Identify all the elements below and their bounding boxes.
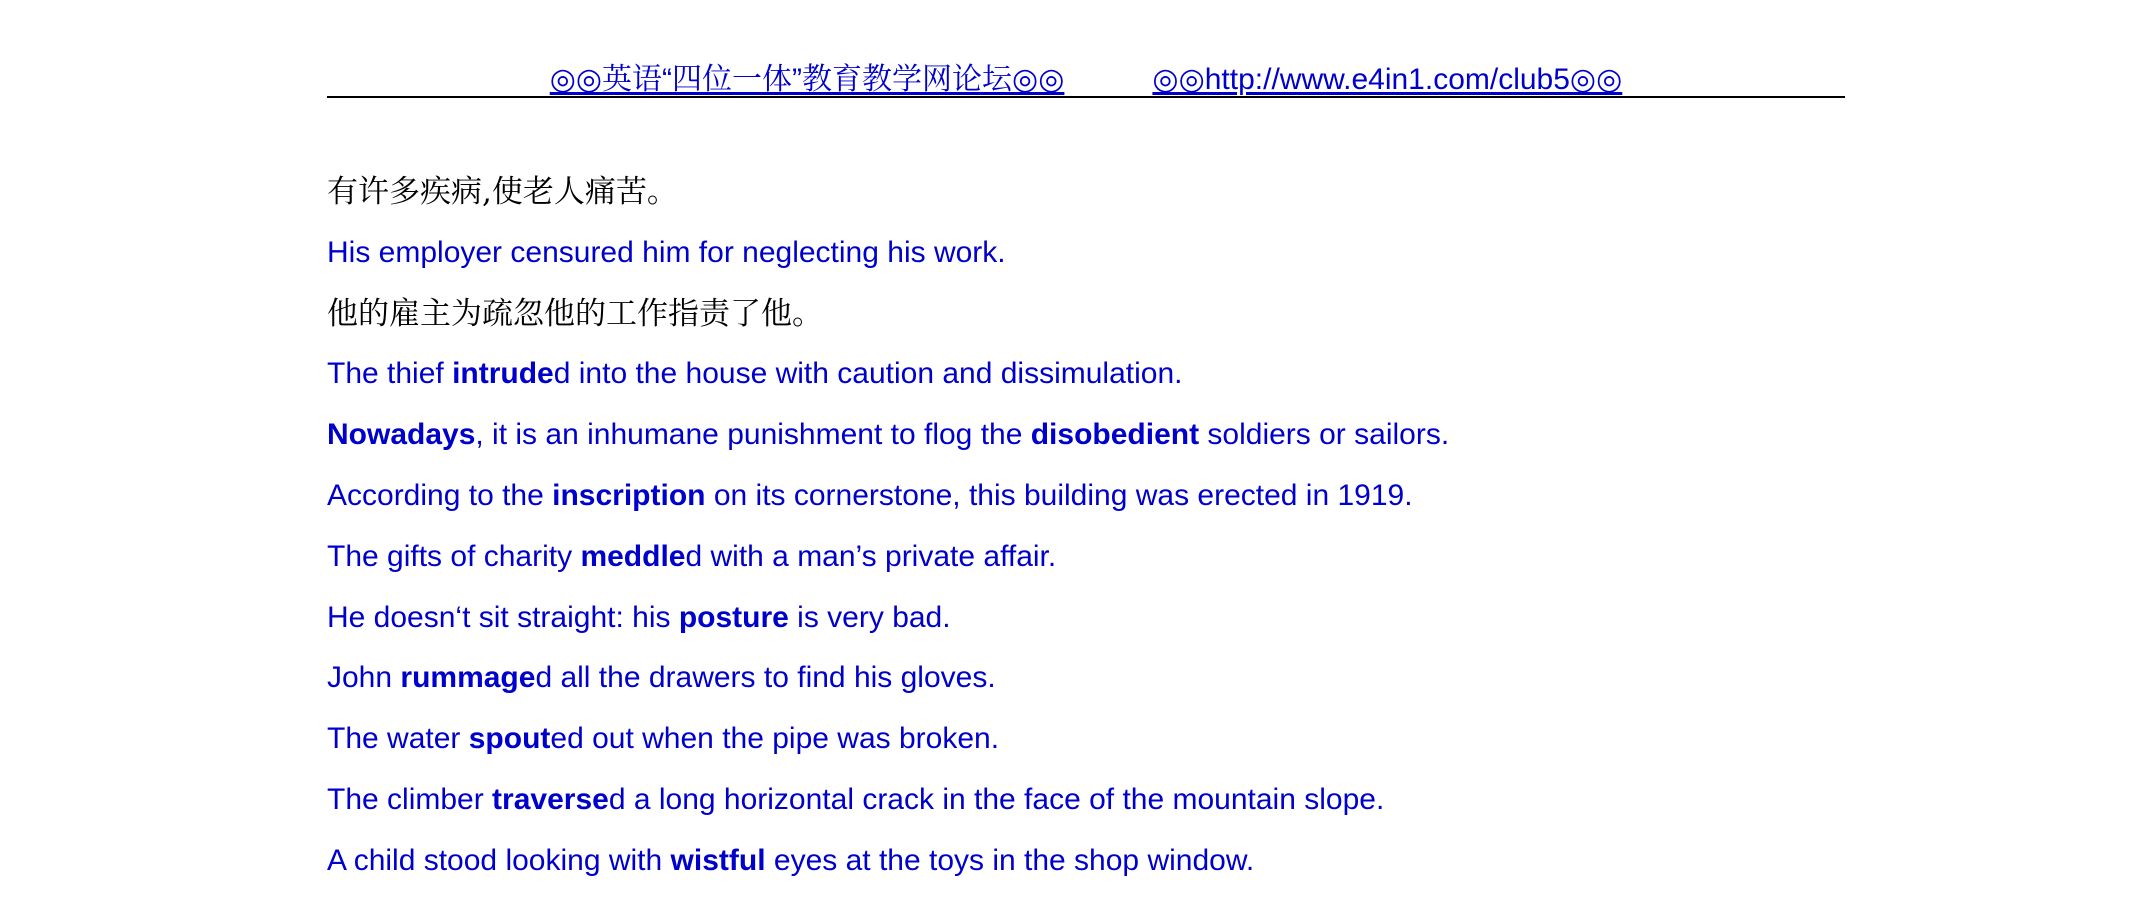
vocabulary-word: inscription — [552, 478, 706, 512]
vocabulary-word: spout — [468, 722, 551, 756]
chinese-sentence — [327, 292, 2107, 353]
sentence-text: According to the — [327, 478, 553, 512]
sentence-text: on its cornerstone, this building was erected in 1919. — [705, 478, 1413, 512]
sentence-text: A child stood looking with — [327, 843, 671, 877]
example-sentence — [327, 535, 2107, 596]
forum-url-link[interactable]: ◎◎http://www.e4in1.com/club5◎◎ — [1152, 63, 1623, 96]
forum-title-link[interactable]: ◎◎英语“四位一体”教育教学网论坛◎◎ — [549, 63, 1065, 96]
sentence-text: ed out when the pipe was broken. — [550, 722, 1000, 756]
example-sentence — [327, 231, 2107, 292]
vocabulary-word: wistful — [670, 843, 766, 877]
sentence-text: 他的雇主为疏忽他的工作指责了他。 — [327, 295, 823, 332]
example-sentence — [327, 656, 2107, 717]
sentence-text: The thief — [327, 357, 453, 391]
sentence-text: d a long horizontal crack in the face of the mountain slope. — [608, 782, 1385, 816]
sentence-text: eyes at the toys in the shop window. — [765, 843, 1255, 877]
example-sentence — [327, 778, 2107, 839]
example-sentence — [327, 717, 2107, 778]
sentence-text: The water — [327, 722, 469, 756]
chinese-sentence — [327, 170, 2107, 231]
sentence-text: 有许多疾病,使老人痛苦。 — [327, 174, 678, 210]
example-sentence — [327, 839, 2107, 900]
vocabulary-word: Nowadays — [327, 418, 476, 452]
sentence-text: d with a man’s private affair. — [685, 539, 1057, 573]
sentence-text: soldiers or sailors. — [1199, 418, 1450, 452]
example-sentence — [327, 352, 2107, 413]
sentence-text: His employer censured him for neglecting his work. — [327, 235, 1006, 269]
sentence-text: is very bad. — [788, 600, 951, 634]
vocabulary-word: traverse — [492, 782, 609, 816]
example-sentence — [327, 474, 2107, 535]
sentence-text: d into the house with caution and dissimulation. — [553, 357, 1183, 391]
vocabulary-word: meddle — [580, 539, 686, 573]
header-text — [327, 54, 1845, 98]
sentence-text: d all the drawers to find his gloves. — [535, 661, 996, 695]
sentence-text: The climber — [327, 782, 493, 816]
sentence-text: He doesn‘t sit straight: his — [327, 600, 679, 634]
sentence-text: John — [327, 661, 401, 695]
sentence-text: , it is an inhumane punishment to flog the — [475, 418, 1031, 452]
example-sentence — [327, 596, 2107, 657]
sentence-text: The gifts of charity — [327, 539, 581, 573]
example-sentence — [327, 413, 2107, 474]
vocabulary-word: disobedient — [1030, 418, 1200, 452]
vocabulary-word: posture — [678, 600, 789, 634]
page-header — [327, 46, 1845, 98]
vocabulary-word: rummage — [400, 661, 536, 695]
document-body — [327, 170, 2107, 900]
vocabulary-word: intrude — [452, 357, 554, 391]
